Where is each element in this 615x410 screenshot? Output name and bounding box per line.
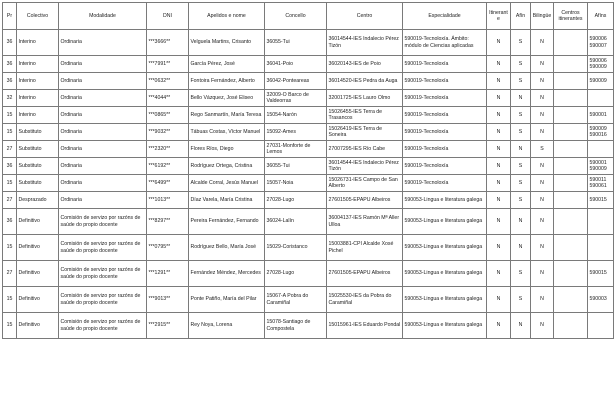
cell-apelidos-nome: Pereira Fernández, Fernando (189, 209, 265, 235)
cell-pr: 15 (3, 313, 17, 339)
cell-especialidade: 590053-Lingua e literatura galega (403, 287, 487, 313)
cell-concello: 15029-Coristanco (265, 235, 327, 261)
cell-centros-itinerantes (554, 175, 588, 192)
cell-centros-itinerantes (554, 158, 588, 175)
cell-pr: 27 (3, 192, 17, 209)
cell-apelidos-nome: Velguela Martins, Crisanto (189, 30, 265, 56)
cell-bilingue: N (531, 90, 554, 107)
cell-centro: 36004137-IES Ramón Mª Aller Ulloa (327, 209, 403, 235)
cell-concello: 36042-Ponteareas (265, 73, 327, 90)
cell-colectivo: Definitivo (17, 313, 59, 339)
cell-itinerante: N (487, 192, 511, 209)
cell-afins (588, 313, 614, 339)
cell-itinerante: N (487, 141, 511, 158)
cell-bilingue: N (531, 235, 554, 261)
cell-pr: 15 (3, 287, 17, 313)
cell-centro: 32001725-IES Lauro Olmo (327, 90, 403, 107)
cell-concello: 15092-Ames (265, 124, 327, 141)
cell-colectivo: Interino (17, 56, 59, 73)
cell-dni: ***4044** (147, 90, 189, 107)
cell-itinerante: N (487, 261, 511, 287)
cell-especialidade: 590019-Tecnoloxía (403, 158, 487, 175)
header-bilingue: Bilingüe (531, 3, 554, 30)
table-row (3, 209, 614, 235)
cell-afin: S (511, 192, 531, 209)
cell-dni: ***2320** (147, 141, 189, 158)
cell-centro: 15003881-CPI Alcalde Xosé Pichel (327, 235, 403, 261)
cell-itinerante: N (487, 313, 511, 339)
cell-afin: S (511, 287, 531, 313)
cell-afins: 590011 590061 (588, 175, 614, 192)
cell-afins (588, 235, 614, 261)
cell-concello: 15057-Noia (265, 175, 327, 192)
cell-afin: S (511, 158, 531, 175)
cell-concello: 36041-Poio (265, 56, 327, 73)
cell-centros-itinerantes (554, 141, 588, 158)
cell-afin: S (511, 56, 531, 73)
table-row (3, 124, 614, 141)
cell-afins: 590003 (588, 287, 614, 313)
cell-concello: 15078-Santiago de Compostela (265, 313, 327, 339)
cell-centros-itinerantes (554, 124, 588, 141)
cell-bilingue: N (531, 30, 554, 56)
cell-especialidade: 590019-Tecnoloxía (403, 73, 487, 90)
table-row (3, 287, 614, 313)
cell-pr: 36 (3, 158, 17, 175)
cell-especialidade: 590053-Lingua e literatura galega (403, 235, 487, 261)
cell-modalidade: Ordinaria (59, 73, 147, 90)
cell-dni: ***1291** (147, 261, 189, 287)
table-row (3, 141, 614, 158)
cell-especialidade: 590053-Lingua e literatura galega (403, 313, 487, 339)
cell-itinerante: N (487, 287, 511, 313)
cell-bilingue: N (531, 124, 554, 141)
cell-bilingue: N (531, 175, 554, 192)
cell-afins (588, 90, 614, 107)
cell-modalidade: Comisión de servizo por razóns de saúde do propio docente (59, 209, 147, 235)
table-row (3, 90, 614, 107)
cell-especialidade: 590019-Tecnoloxía (403, 90, 487, 107)
cell-colectivo: Interino (17, 30, 59, 56)
cell-colectivo: Interino (17, 107, 59, 124)
cell-centro: 27601505-EPAPU Albeiros (327, 192, 403, 209)
cell-centro: 15025530-IES da Pobra do Caramiñal (327, 287, 403, 313)
cell-centros-itinerantes (554, 235, 588, 261)
table-row (3, 73, 614, 90)
cell-pr: 27 (3, 141, 17, 158)
table-row (3, 261, 614, 287)
cell-itinerante: N (487, 209, 511, 235)
cell-colectivo: Substituto (17, 124, 59, 141)
cell-itinerante: N (487, 90, 511, 107)
cell-pr: 32 (3, 90, 17, 107)
cell-bilingue: N (531, 192, 554, 209)
cell-itinerante: N (487, 124, 511, 141)
cell-centro: 27007295-IES Río Cabe (327, 141, 403, 158)
cell-centros-itinerantes (554, 192, 588, 209)
cell-dni: ***6192** (147, 158, 189, 175)
cell-afin: S (511, 261, 531, 287)
header-afin: Afín (511, 3, 531, 30)
cell-pr: 27 (3, 261, 17, 287)
cell-colectivo: Definitivo (17, 287, 59, 313)
cell-itinerante: N (487, 158, 511, 175)
cell-afin: S (511, 107, 531, 124)
cell-colectivo: Definitivo (17, 235, 59, 261)
cell-afins: 590015 (588, 192, 614, 209)
cell-afins (588, 209, 614, 235)
cell-afin: N (511, 141, 531, 158)
cell-centro: 36020143-IES de Poio (327, 56, 403, 73)
header-pr: Pr (3, 3, 17, 30)
cell-concello: 27028-Lugo (265, 192, 327, 209)
cell-centros-itinerantes (554, 261, 588, 287)
cell-centro: 36014544-IES Indalecio Pérez Tizón (327, 30, 403, 56)
cell-centros-itinerantes (554, 56, 588, 73)
cell-dni: ***1013** (147, 192, 189, 209)
cell-itinerante: N (487, 30, 511, 56)
cell-concello: 27031-Monforte de Lemos (265, 141, 327, 158)
cell-bilingue: N (531, 261, 554, 287)
cell-itinerante: N (487, 175, 511, 192)
header-apelidos-nome: Apelidos e nome (189, 3, 265, 30)
cell-centro: 15015961-IES Eduardo Pondal (327, 313, 403, 339)
cell-apelidos-nome: Ponte Patiño, María del Pilar (189, 287, 265, 313)
cell-apelidos-nome: Fontoira Fernández, Alberto (189, 73, 265, 90)
cell-concello: 27028-Lugo (265, 261, 327, 287)
header-dni: DNI (147, 3, 189, 30)
cell-bilingue: N (531, 73, 554, 90)
cell-centro: 15026419-IES Terra de Soneira (327, 124, 403, 141)
header-centro: Centro (327, 3, 403, 30)
cell-itinerante: N (487, 73, 511, 90)
cell-afins (588, 141, 614, 158)
header-colectivo: Colectivo (17, 3, 59, 30)
cell-colectivo: Definitivo (17, 261, 59, 287)
cell-centros-itinerantes (554, 209, 588, 235)
cell-afin: S (511, 30, 531, 56)
cell-afins: 590009 590016 (588, 124, 614, 141)
cell-apelidos-nome: Rego Sanmartín, María Teresa (189, 107, 265, 124)
table-row (3, 56, 614, 73)
cell-colectivo: Interino (17, 90, 59, 107)
cell-modalidade: Ordinaria (59, 192, 147, 209)
cell-especialidade: 590053-Lingua e literatura galega (403, 261, 487, 287)
cell-afins: 590001 (588, 107, 614, 124)
cell-modalidade: Comisión de servizo por razóns de saúde do propio docente (59, 261, 147, 287)
cell-modalidade: Comisión de servizo por razóns de saúde do propio docente (59, 313, 147, 339)
cell-especialidade: 590019-Tecnoloxía (403, 141, 487, 158)
table-row (3, 158, 614, 175)
cell-bilingue: N (531, 313, 554, 339)
cell-apelidos-nome: Tábuas Costas, Víctor Manuel (189, 124, 265, 141)
cell-pr: 36 (3, 30, 17, 56)
cell-apelidos-nome: Alcalde Corral, Jesús Manuel (189, 175, 265, 192)
cell-especialidade: 590019-Tecnoloxía (403, 107, 487, 124)
cell-centros-itinerantes (554, 73, 588, 90)
cell-itinerante: N (487, 107, 511, 124)
cell-dni: ***0865** (147, 107, 189, 124)
table-row (3, 192, 614, 209)
cell-bilingue: N (531, 107, 554, 124)
cell-pr: 15 (3, 175, 17, 192)
cell-afin: S (511, 73, 531, 90)
cell-especialidade: 590053-Lingua e literatura galega (403, 209, 487, 235)
cell-afin: N (511, 313, 531, 339)
cell-modalidade: Ordinaria (59, 30, 147, 56)
table-row (3, 30, 614, 56)
cell-especialidade: 590019-Tecnoloxía (403, 56, 487, 73)
cell-modalidade: Ordinaria (59, 107, 147, 124)
cell-dni: ***0795** (147, 235, 189, 261)
cell-centros-itinerantes (554, 107, 588, 124)
table-row (3, 313, 614, 339)
cell-pr: 36 (3, 73, 17, 90)
assignment-table (2, 2, 614, 339)
cell-centro: 27601505-EPAPU Albeiros (327, 261, 403, 287)
cell-concello: 32009-O Barco de Valdeorras (265, 90, 327, 107)
cell-bilingue: N (531, 287, 554, 313)
cell-itinerante: N (487, 235, 511, 261)
cell-apelidos-nome: García Pérez, José (189, 56, 265, 73)
header-modalidade: Modalidade (59, 3, 147, 30)
cell-dni: ***3666** (147, 30, 189, 56)
cell-modalidade: Comisión de servizo por razóns de saúde do propio docente (59, 235, 147, 261)
cell-pr: 36 (3, 56, 17, 73)
cell-apelidos-nome: Flores Ríos, Diego (189, 141, 265, 158)
cell-afins: 590015 (588, 261, 614, 287)
cell-afin: N (511, 209, 531, 235)
cell-modalidade: Ordinaria (59, 141, 147, 158)
header-concello: Concello (265, 3, 327, 30)
cell-afin: N (511, 235, 531, 261)
cell-apelidos-nome: Rodríguez Ortega, Cristina (189, 158, 265, 175)
cell-centros-itinerantes (554, 90, 588, 107)
cell-dni: ***8297** (147, 209, 189, 235)
cell-modalidade: Ordinaria (59, 124, 147, 141)
header-row (3, 3, 614, 30)
cell-dni: ***9032** (147, 124, 189, 141)
cell-afin: N (511, 90, 531, 107)
cell-centro: 15026731-IES Campo de San Alberto (327, 175, 403, 192)
cell-afins: 590001 590009 (588, 158, 614, 175)
cell-colectivo: Interino (17, 73, 59, 90)
cell-centro: 15026455-IES Terra de Trasancos (327, 107, 403, 124)
cell-centros-itinerantes (554, 313, 588, 339)
cell-dni: ***2915** (147, 313, 189, 339)
cell-apelidos-nome: Bello Vázquez, José Eliseo (189, 90, 265, 107)
cell-especialidade: 590019-Tecnoloxía (403, 124, 487, 141)
cell-bilingue: N (531, 158, 554, 175)
table-row (3, 175, 614, 192)
cell-pr: 15 (3, 235, 17, 261)
cell-colectivo: Substituto (17, 158, 59, 175)
header-itinerante: Itinerante (487, 3, 511, 30)
table-row (3, 235, 614, 261)
cell-dni: ***6499** (147, 175, 189, 192)
cell-centro: 36014520-IES Pedra da Auga (327, 73, 403, 90)
cell-colectivo: Desprazado (17, 192, 59, 209)
table-body (3, 30, 614, 339)
cell-modalidade: Ordinaria (59, 90, 147, 107)
cell-dni: ***9013** (147, 287, 189, 313)
cell-especialidade: 590053-Lingua e literatura galega (403, 192, 487, 209)
cell-bilingue: N (531, 56, 554, 73)
cell-colectivo: Substituto (17, 175, 59, 192)
cell-apelidos-nome: Rodríguez Bello, María José (189, 235, 265, 261)
cell-modalidade: Ordinaria (59, 56, 147, 73)
cell-modalidade: Ordinaria (59, 175, 147, 192)
cell-centro: 36014544-IES Indalecio Pérez Tizón (327, 158, 403, 175)
cell-itinerante: N (487, 56, 511, 73)
cell-concello: 36055-Tui (265, 158, 327, 175)
header-especialidade: Especialidade (403, 3, 487, 30)
cell-especialidade: 590019-Tecnoloxía. Ámbito: módulo de Ciencias aplicadas (403, 30, 487, 56)
cell-especialidade: 590019-Tecnoloxía (403, 175, 487, 192)
cell-dni: ***7991** (147, 56, 189, 73)
cell-concello: 15054-Narón (265, 107, 327, 124)
cell-centros-itinerantes (554, 30, 588, 56)
cell-pr: 36 (3, 209, 17, 235)
cell-concello: 36024-Lalín (265, 209, 327, 235)
cell-apelidos-nome: Fernández Méndez, Mercedes (189, 261, 265, 287)
cell-pr: 15 (3, 124, 17, 141)
cell-afin: S (511, 124, 531, 141)
cell-afin: S (511, 175, 531, 192)
cell-concello: 15067-A Pobra do Caramiñal (265, 287, 327, 313)
cell-colectivo: Substituto (17, 141, 59, 158)
cell-afins: 590006 590007 (588, 30, 614, 56)
cell-centros-itinerantes (554, 287, 588, 313)
cell-afins: 590006 590009 (588, 56, 614, 73)
cell-dni: ***0632** (147, 73, 189, 90)
cell-bilingue: N (531, 209, 554, 235)
cell-pr: 15 (3, 107, 17, 124)
cell-bilingue: S (531, 141, 554, 158)
table-row (3, 107, 614, 124)
header-centros-itinerantes: Centros itinerantes (554, 3, 588, 30)
cell-apelidos-nome: Rey Noya, Lorena (189, 313, 265, 339)
cell-modalidade: Comisión de servizo por razóns de saúde do propio docente (59, 287, 147, 313)
header-afins: Afíns (588, 3, 614, 30)
cell-afins: 590009 (588, 73, 614, 90)
cell-apelidos-nome: Díaz Varela, María Cristina (189, 192, 265, 209)
cell-concello: 36055-Tui (265, 30, 327, 56)
cell-colectivo: Definitivo (17, 209, 59, 235)
cell-modalidade: Ordinaria (59, 158, 147, 175)
